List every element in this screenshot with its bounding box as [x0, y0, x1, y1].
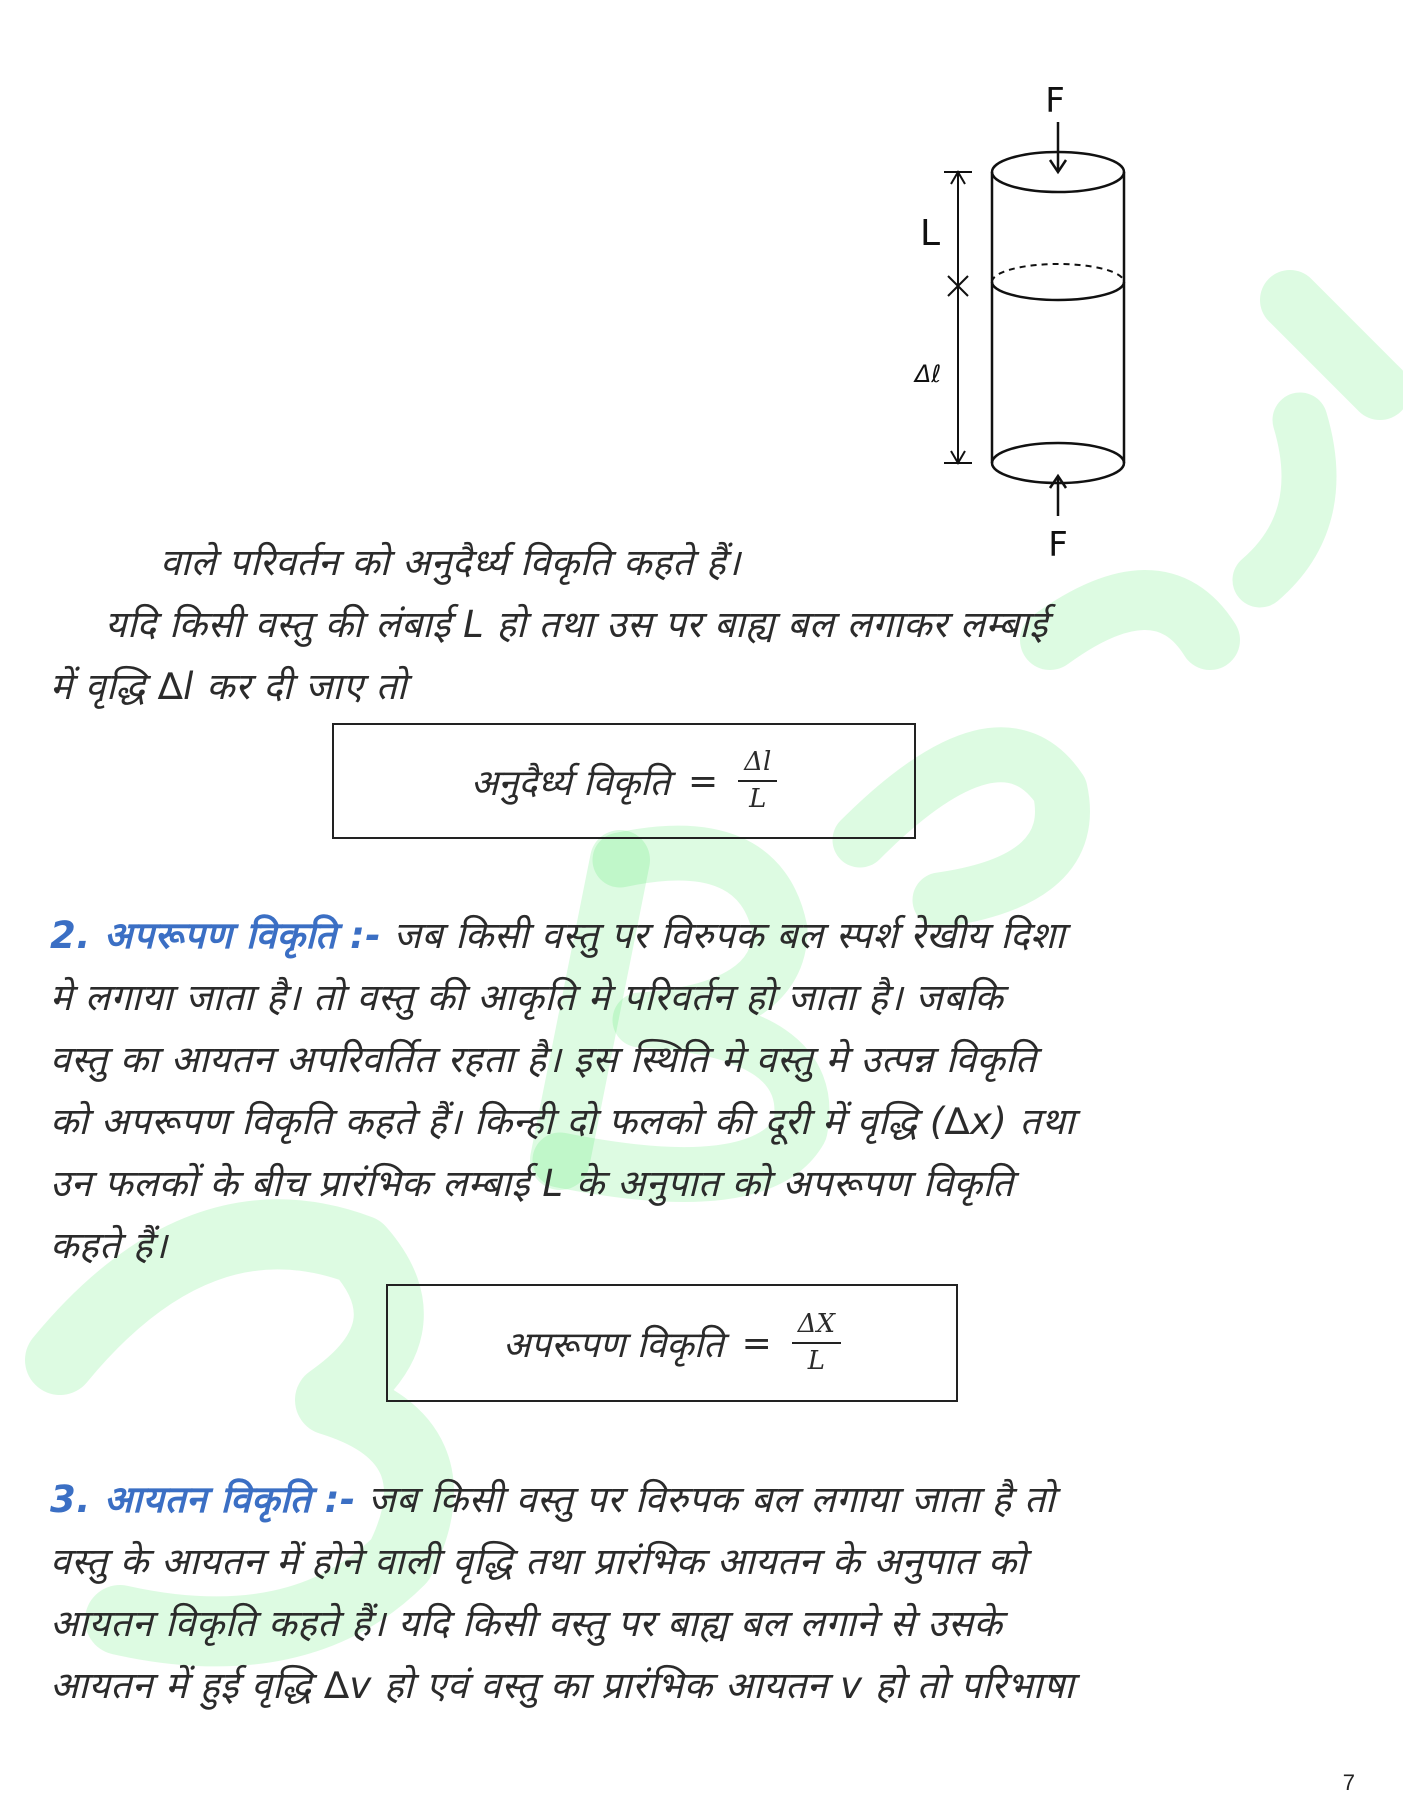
- text-line: उन फलकों के बीच प्रारंभिक लम्बाई L के अनुपात को अपरूपण विकृति: [50, 1162, 1014, 1205]
- section-heading-volume-strain: 3. आयतन विकृति :-: [50, 1478, 356, 1521]
- text-line: वाले परिवर्तन को अनुदैर्ध्य विकृति कहते हैं।: [160, 541, 741, 584]
- length-label: L: [919, 213, 941, 254]
- text-line: कहते हैं।: [50, 1224, 168, 1267]
- fraction: [792, 1309, 841, 1377]
- text-span: जब किसी वस्तु पर विरुपक बल लगाया जाता है तो: [368, 1478, 1056, 1521]
- dashed-original-level: [992, 264, 1124, 282]
- formula-box-longitudinal-strain: [332, 723, 916, 839]
- section-line: [50, 1472, 1055, 1523]
- text-line: को अपरूपण विकृति कहते हैं। किन्ही दो फलको की दूरी में वृद्धि (∆x) तथा: [50, 1100, 1075, 1143]
- text-line: वस्तु के आयतन में होने वाली वृद्धि तथा प्रारंभिक आयतन के अनुपात को: [50, 1540, 1027, 1583]
- section-line: [50, 908, 1065, 959]
- formula-box-shear-strain: [386, 1284, 958, 1402]
- text-line: यदि किसी वस्तु की लंबाई L हो तथा उस पर बाह्य बल लगाकर लम्बाई: [105, 603, 1048, 646]
- cylinder-diagram: [900, 70, 1180, 570]
- force-bottom-label: F: [1048, 525, 1068, 565]
- text-span: जब किसी वस्तु पर विरुपक बल स्पर्श रेखीय दिशा: [393, 914, 1066, 957]
- fraction-denominator: L: [749, 784, 767, 814]
- fraction-numerator: ΔX: [792, 1309, 841, 1344]
- delta-length-label: Δℓ: [914, 360, 942, 388]
- fraction-numerator: Δl: [738, 747, 777, 782]
- solid-stretched-level: [992, 282, 1124, 300]
- text-line: में वृद्धि ∆l कर दी जाए तो: [50, 665, 407, 708]
- formula-label: अनुदैर्ध्य विकृति: [470, 762, 671, 804]
- equals-sign: =: [741, 1322, 772, 1364]
- fraction: [738, 747, 777, 815]
- text-line: वस्तु का आयतन अपरिवर्तित रहता है। इस स्थिति मे वस्तु मे उत्पन्न विकृति: [50, 1038, 1037, 1081]
- page-number: 7: [1342, 1770, 1355, 1795]
- text-line: मे लगाया जाता है। तो वस्तु की आकृति मे परिवर्तन हो जाता है। जबकि: [50, 976, 1004, 1019]
- section-heading-shear-strain: 2. अपरूपण विकृति :-: [50, 914, 382, 957]
- formula-label: अपरूपण विकृति: [502, 1324, 724, 1366]
- text-line: आयतन विकृति कहते हैं। यदि किसी वस्तु पर बाह्य बल लगाने से उसके: [50, 1602, 1003, 1645]
- text-line: आयतन में हुई वृद्धि ∆v हो एवं वस्तु का प्रारंभिक आयतन v हो तो परिभाषा: [50, 1664, 1075, 1707]
- equals-sign: =: [688, 760, 719, 802]
- force-top-label: F: [1045, 81, 1065, 121]
- fraction-denominator: L: [807, 1346, 826, 1376]
